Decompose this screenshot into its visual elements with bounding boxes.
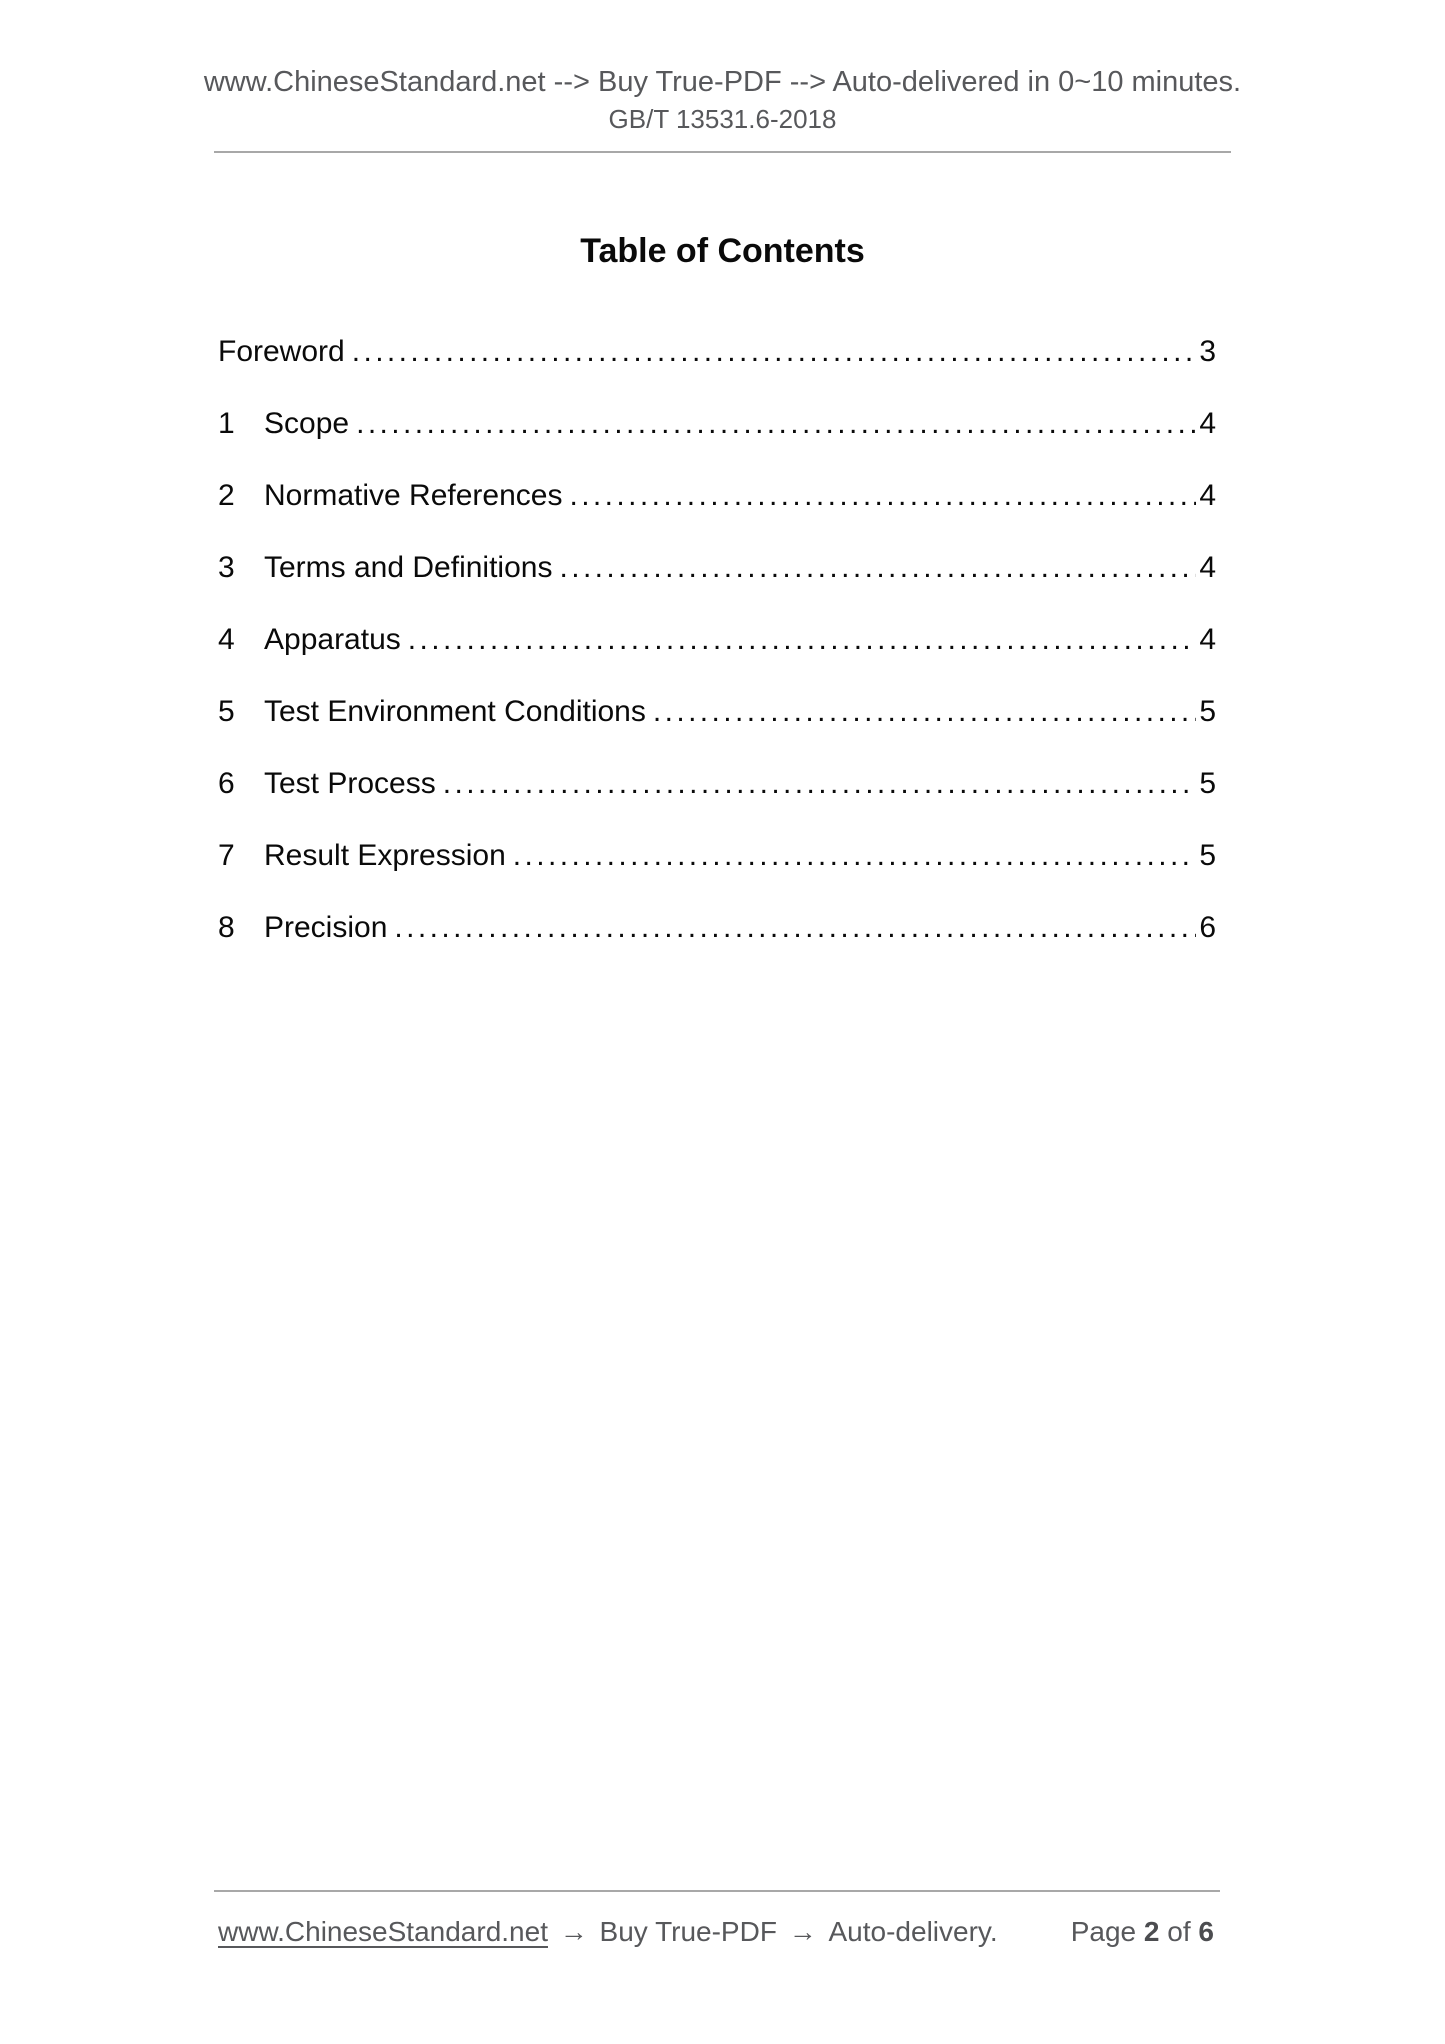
toc-entry-label: Apparatus (264, 623, 401, 656)
toc-entry (218, 695, 1216, 729)
toc-dot-leader (443, 767, 1197, 801)
toc-dot-leader (653, 695, 1196, 729)
toc-entry (218, 767, 1216, 801)
toc-dot-leader (352, 335, 1197, 369)
toc-entry-number: 6 (218, 767, 235, 800)
toc-entry-page: 3 (1199, 335, 1216, 368)
toc-entry-label: Precision (264, 911, 388, 944)
toc-entry-label: Terms and Definitions (264, 551, 553, 584)
toc-dot-leader (394, 911, 1196, 945)
toc-entry-page: 4 (1199, 479, 1216, 512)
toc-entry-number: 5 (218, 695, 235, 728)
page-indicator (1071, 1914, 1214, 1950)
toc-entry (218, 407, 1216, 441)
header-divider (214, 151, 1231, 153)
toc-entry-page: 4 (1199, 551, 1216, 584)
footer-promo (218, 1914, 998, 1950)
header-doc-number: GB/T 13531.6-2018 (608, 104, 837, 134)
toc-dot-leader (559, 551, 1196, 585)
header-promo-text: www.ChineseStandard.net --> Buy True-PDF --> Auto-delivered in 0~10 minutes. (203, 66, 1242, 98)
footer-arrow-icon: → (559, 1916, 588, 1947)
toc-dot-leader (356, 407, 1196, 441)
toc-entry (218, 911, 1216, 945)
footer-delivery-text: Auto-delivery. (828, 1916, 998, 1947)
toc-entry (218, 479, 1216, 513)
table-of-contents (218, 335, 1216, 983)
toc-entry-number: 3 (218, 551, 235, 584)
toc-entry-number: 4 (218, 623, 235, 656)
toc-entry-number: 7 (218, 839, 235, 872)
toc-dot-leader (408, 623, 1197, 657)
page-title: Table of Contents (580, 232, 865, 270)
page-label: Page (1070, 1916, 1137, 1947)
toc-entry-label: Foreword (218, 335, 345, 368)
of-label: of (1167, 1916, 1191, 1947)
footer-divider (214, 1890, 1220, 1892)
current-page-number: 2 (1143, 1916, 1160, 1947)
toc-entry-number: 1 (218, 407, 235, 440)
toc-entry-page: 4 (1199, 407, 1216, 440)
toc-entry-page: 5 (1199, 695, 1216, 728)
toc-entry-label: Test Environment Conditions (264, 695, 646, 728)
toc-entry-number: 8 (218, 911, 235, 944)
page-footer (218, 1914, 1214, 1950)
toc-entry (218, 839, 1216, 873)
toc-dot-leader (513, 839, 1197, 873)
toc-entry (218, 623, 1216, 657)
toc-dot-leader (569, 479, 1196, 513)
toc-entry-page: 4 (1199, 623, 1216, 656)
toc-entry-label: Test Process (264, 767, 436, 800)
toc-entry-page: 5 (1199, 839, 1216, 872)
footer-arrow-icon-2: → (788, 1916, 817, 1947)
total-pages-number: 6 (1198, 1916, 1214, 1947)
toc-entry-label: Scope (264, 407, 350, 440)
toc-entry-number: 2 (218, 479, 235, 512)
toc-entry-page: 5 (1199, 767, 1216, 800)
footer-buy-text: Buy True-PDF (599, 1916, 777, 1947)
footer-site-link[interactable]: www.ChineseStandard.net (218, 1916, 548, 1947)
toc-entry-page: 6 (1199, 911, 1216, 944)
toc-entry-label: Result Expression (264, 839, 506, 872)
toc-entry-label: Normative References (264, 479, 563, 512)
toc-entry (218, 335, 1216, 369)
toc-entry (218, 551, 1216, 585)
